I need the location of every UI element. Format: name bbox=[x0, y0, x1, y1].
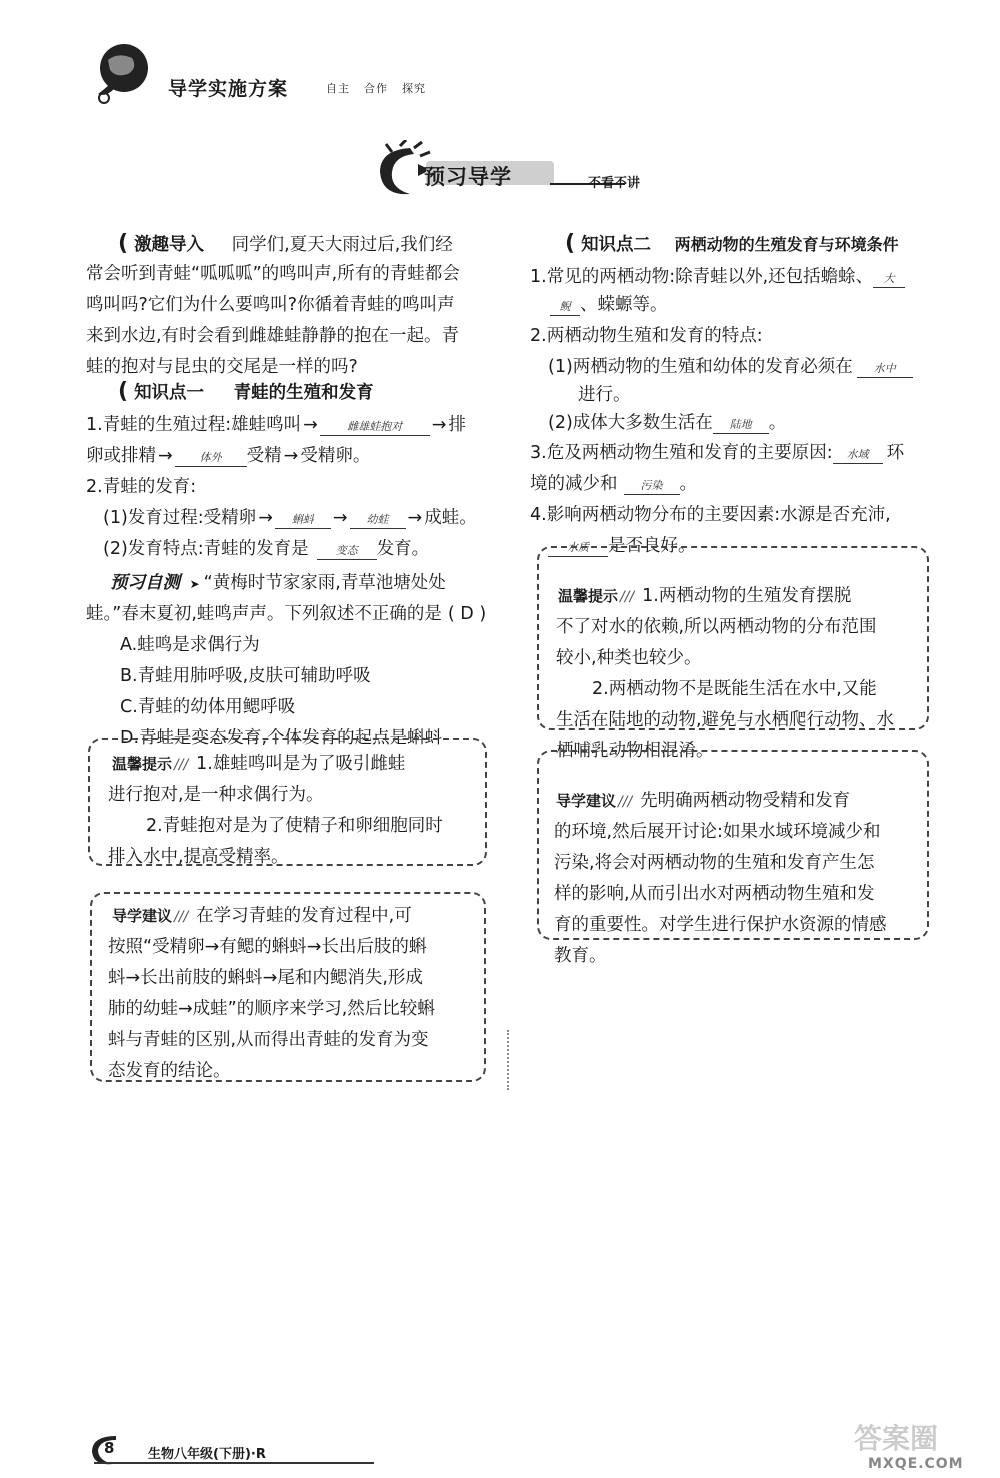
k2-heading: ( 知识点二 两栖动物的生殖发育与环境条件 bbox=[565, 231, 899, 256]
intro-heading: ( 激趣导入 同学们,夏天大雨过后,我们经 bbox=[118, 231, 453, 256]
option-a: A.蛙鸣是求偶行为 bbox=[120, 635, 260, 655]
tip-line: 2.两栖动物不是既能生活在水中,又能 bbox=[592, 679, 877, 699]
guide-line: 污染,将会对两栖动物的生殖和发育产生怎 bbox=[554, 853, 875, 873]
option-c: C.青蛙的幼体用鳃呼吸 bbox=[120, 697, 296, 717]
answer-blank: 蝌蚪 bbox=[275, 512, 331, 529]
r2-1-line1: (1)两栖动物的生殖和幼体的发育必须在 水中 bbox=[548, 352, 913, 383]
column-divider bbox=[507, 1030, 511, 1090]
tip-line: 不了对水的依赖,所以两栖动物的分布范围 bbox=[556, 617, 877, 637]
guide-line: 肺的幼蛙→成蛙”的顺序来学习,然后比较蝌 bbox=[108, 999, 435, 1019]
tip-heading-right: 温馨提示 /// 1.两栖动物的生殖发育摆脱 bbox=[558, 586, 852, 606]
q2-2-line: (2)发育特点:青蛙的发育是 变态 发育。 bbox=[103, 539, 430, 559]
q2-1-line: (1)发育过程:受精卵 → 蝌蚪 → 幼蛙 → 成蛙。 bbox=[103, 508, 477, 528]
answer-blank: 污染 bbox=[624, 478, 680, 495]
guide-line: 的环境,然后展开讨论:如果水域环境减少和 bbox=[554, 822, 881, 842]
header-subtitle: 自主 合作 探究 bbox=[326, 82, 426, 95]
tip-line: 栖哺乳动物相混淆。 bbox=[556, 741, 714, 761]
globe-mascot-icon bbox=[88, 38, 158, 108]
tip-line: 进行抱对,是一种求偶行为。 bbox=[108, 785, 324, 805]
k1-heading: ( 知识点一 青蛙的生殖和发育 bbox=[118, 379, 374, 404]
r4-line1: 4.影响两栖动物分布的主要因素:水源是否充沛, bbox=[530, 505, 891, 525]
guide-heading-left: 导学建议 /// 在学习青蛙的发育过程中,可 bbox=[112, 906, 412, 926]
intro-line: 常会听到青蛙“呱呱呱”的鸣叫声,所有的青蛙都会 bbox=[86, 264, 460, 284]
guide-line: 蚪→长出前肢的蝌蚪→尾和内鳃消失,形成 bbox=[108, 968, 423, 988]
answer-blank: 水域 bbox=[833, 447, 883, 464]
guide-line: 教育。 bbox=[554, 946, 607, 966]
answer-blank: 变态 bbox=[317, 543, 377, 560]
book-title: 生物八年级(下册)·R bbox=[148, 1447, 266, 1462]
guide-line: 样的影响,从而引出水对两栖动物生殖和发 bbox=[554, 884, 875, 904]
pre-test-answer: ( D ) bbox=[447, 604, 487, 624]
option-d: D.青蛙是变态发育,个体发育的起点是蝌蚪 bbox=[120, 728, 443, 748]
tip-label: 温馨提示 bbox=[112, 755, 173, 773]
guide-line: 态发育的结论。 bbox=[108, 1061, 231, 1081]
header-title: 导学实施方案 bbox=[168, 78, 289, 100]
q1-line1: 1.青蛙的生殖过程:雄蛙鸣叫 → 雌雄蛙抱对 → 排 bbox=[86, 415, 466, 435]
intro-label: 激趣导入 bbox=[134, 235, 205, 255]
banner-title: 预习导学 bbox=[424, 165, 512, 189]
r4-line2: 水质 是否良好。 bbox=[548, 531, 696, 562]
pre-test-heading: 预习自测 ➤ “黄梅时节家家雨,青草池塘处处 bbox=[110, 573, 446, 593]
r2-1-line2: 进行。 bbox=[578, 385, 631, 405]
answer-blank: 体外 bbox=[175, 450, 247, 467]
watermark-site: MXQE.COM bbox=[868, 1456, 964, 1472]
page-number: 8 bbox=[104, 1439, 115, 1457]
r2-line: 2.两栖动物生殖和发育的特点: bbox=[530, 326, 763, 346]
intro-line: 来到水边,有时会看到雌雄蛙静静的抱在一起。青 bbox=[86, 326, 460, 346]
r2-2-line: (2)成体大多数生活在 陆地 。 bbox=[548, 413, 787, 433]
answer-blank: 水中 bbox=[857, 361, 913, 378]
intro-line: 蛙的抱对与昆虫的交尾是一样的吗? bbox=[86, 357, 358, 377]
intro-line: 鸣叫吗?它们为什么要鸣叫?你循着青蛙的鸣叫声 bbox=[86, 295, 455, 315]
tip-line: 生活在陆地的动物,避免与水栖爬行动物、水 bbox=[556, 710, 895, 730]
tip-line: 较小,种类也较少。 bbox=[556, 648, 702, 668]
r1-line2: 鲵 、蝾螈等。 bbox=[550, 290, 668, 321]
r3-line2: 境的减少和 污染 。 bbox=[530, 474, 697, 494]
guide-line: 按照“受精卵→有鳃的蝌蚪→长出后肢的蝌 bbox=[108, 937, 427, 957]
tip-line: 排入水中,提高受精率。 bbox=[108, 847, 289, 867]
tip-line: 2.青蛙抱对是为了使精子和卵细胞同时 bbox=[146, 816, 443, 836]
option-b: B.青蛙用肺呼吸,皮肤可辅助呼吸 bbox=[120, 666, 371, 686]
q1-line2: 卵或排精 → 体外 受精 → 受精卵。 bbox=[86, 446, 371, 466]
guide-heading-right: 导学建议 /// 先明确两栖动物受精和发育 bbox=[556, 791, 851, 811]
answer-blank: 水质 bbox=[548, 540, 608, 557]
answer-blank: 幼蛙 bbox=[350, 512, 406, 529]
svg-text:答案圈: 答案圈 bbox=[854, 1422, 939, 1455]
guide-label: 导学建议 bbox=[556, 792, 617, 810]
answer-blank: 陆地 bbox=[713, 417, 769, 434]
guide-line: 蚪与青蛙的区别,从而得出青蛙的发育为变 bbox=[108, 1030, 429, 1050]
r3-line1: 3.危及两栖动物生殖和发育的主要原因: 水域 环 bbox=[530, 443, 905, 463]
r1-line1: 1.常见的两栖动物:除青蛙以外,还包括蟾蜍、 大 bbox=[530, 262, 905, 293]
answer-blank: 大 bbox=[873, 271, 905, 288]
banner-subtitle: 不看不讲 bbox=[588, 176, 641, 191]
q2-line: 2.青蛙的发育: bbox=[86, 477, 197, 497]
answer-blank: 雌雄蛙抱对 bbox=[320, 419, 430, 436]
pre-test-line: 蛙。”春末夏初,蛙鸣声声。下列叙述不正确的是 ( D ) bbox=[86, 604, 487, 624]
guide-line: 育的重要性。对学生进行保护水资源的情感 bbox=[554, 915, 887, 935]
answer-blank: 鲵 bbox=[550, 299, 580, 316]
tip-label: 温馨提示 bbox=[558, 587, 619, 605]
pre-test-label: 预习自测 bbox=[110, 573, 180, 593]
footer-rule bbox=[94, 1462, 374, 1464]
guide-label: 导学建议 bbox=[112, 907, 173, 925]
tip-heading-left: 温馨提示 /// 1.雄蛙鸣叫是为了吸引雌蛙 bbox=[112, 754, 406, 774]
